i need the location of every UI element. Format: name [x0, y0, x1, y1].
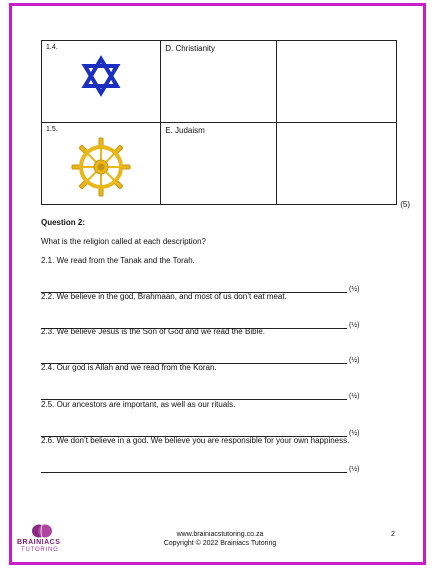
symbols-table [41, 40, 397, 205]
page-number: 2 [391, 531, 395, 538]
logo-text-line2: TUTORING [21, 547, 59, 553]
symbol-cell [42, 41, 161, 123]
mark-value: (½) [349, 357, 360, 364]
question-subtitle: What is the religion called at each description? [41, 237, 206, 246]
answer-cell[interactable] [276, 41, 396, 123]
symbol-cell [42, 123, 161, 205]
logo-text-line1: BRAINIACS [17, 539, 61, 546]
mark-value: (½) [349, 286, 360, 293]
question-item [41, 363, 401, 400]
question-title: Question 2: [41, 218, 86, 227]
answer-line[interactable] [41, 464, 347, 473]
answer-cell[interactable] [276, 123, 396, 205]
religion-cell: E. Judaism [161, 123, 277, 205]
mark-value: (½) [349, 466, 360, 473]
mark-value: (½) [349, 430, 360, 437]
mark-value: (½) [349, 393, 360, 400]
question-item [41, 256, 401, 293]
row-number: 1.4. [46, 44, 58, 51]
question-text: 2.6. We don’t believe in a god. We believe you are responsible for your own happiness. [41, 436, 350, 445]
mark-value: (½) [349, 322, 360, 329]
question-text: 2.2. We believe in the god, Brahmaan, and most of us don’t eat meat. [41, 292, 287, 301]
question-item [41, 292, 401, 329]
table-row [42, 41, 397, 123]
question-text: 2.3. We believe Jesus is the Son of God and we read the Bible. [41, 327, 265, 336]
star-of-david-icon [81, 55, 121, 97]
question-item [41, 327, 401, 364]
question-text: 2.4. Our god is Allah and we read from the Koran. [41, 363, 217, 372]
table-row [42, 123, 397, 205]
row-number: 1.5. [46, 126, 58, 133]
question-item [41, 400, 401, 437]
question-item [41, 436, 401, 473]
answer-line[interactable] [41, 391, 347, 400]
footer-copyright: Copyright © 2022 Brainiacs Tutoring [163, 540, 277, 547]
religion-cell: D. Christianity [161, 41, 277, 123]
footer [0, 530, 440, 548]
dharma-wheel-icon [71, 137, 131, 197]
footer-website[interactable]: www.brainiacstutoring.co.za [176, 531, 264, 538]
question-text: 2.1. We read from the Tanak and the Torah. [41, 256, 195, 265]
marks-total: (5) [400, 200, 410, 209]
question-text: 2.5. Our ancestors are important, as well as our rituals. [41, 400, 236, 409]
